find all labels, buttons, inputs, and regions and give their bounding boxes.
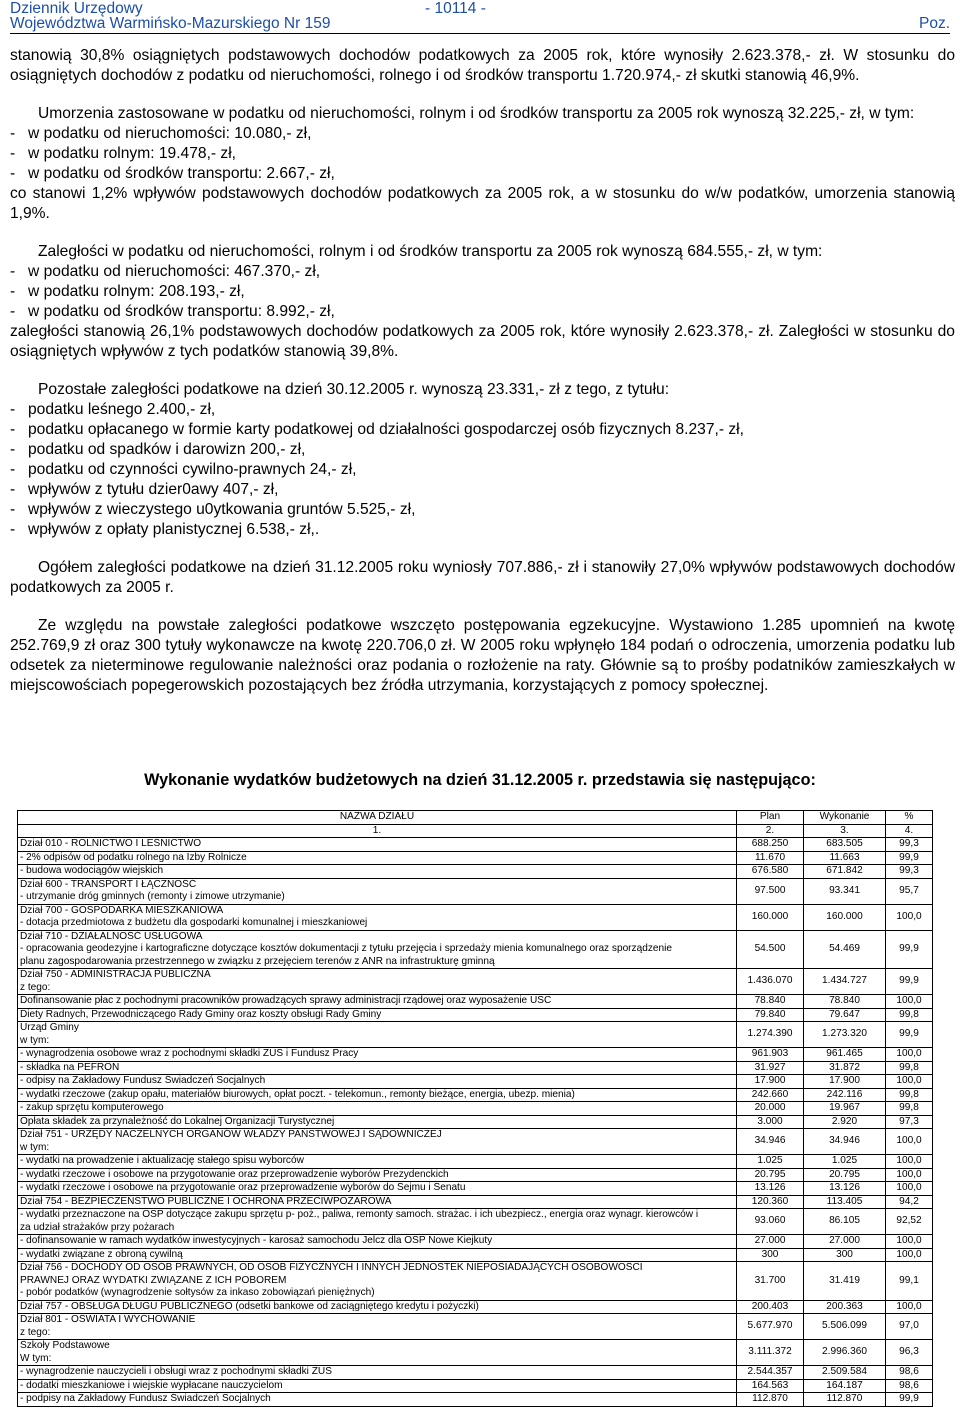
plan-cell: 78.840 [737, 995, 804, 1009]
table-row [18, 1075, 933, 1089]
plan-cell: 1.025 [737, 1155, 804, 1169]
table-row [18, 1129, 933, 1155]
list-item: - podatku od spadków i darowizn 200,- zł, [10, 441, 306, 458]
percent-cell: 97,3 [886, 1115, 933, 1129]
table-row [18, 1061, 933, 1075]
section-name-line: Dział 756 - DOCHODY OD OSÓB PRAWNYCH, OD OSÓB FIZYCZNYCH I INNYCH JEDNOSTEK NIEPOSIADAJĄCYCH OSOBOWOŚCI [20, 1262, 643, 1273]
execution-cell: 242.116 [804, 1088, 886, 1102]
table-row [18, 995, 933, 1009]
section-name-line: - wynagrodzenie nauczycieli i obsługi wraz z pochodnymi składki ZUS [20, 1366, 332, 1377]
section-name-line: za udział strażaków przy pożarach [20, 1221, 175, 1233]
section-name-line: Dział 754 - BEZPIECZEŃSTWO PUBLICZNE I OCHRONA PRZECIWPOŻAROWA [20, 1195, 392, 1207]
execution-cell: 20.795 [804, 1168, 886, 1182]
execution-cell: 683.505 [804, 838, 886, 852]
execution-cell: 671.842 [804, 865, 886, 879]
percent-cell: 99,8 [886, 1088, 933, 1102]
section-name-cell [18, 1209, 737, 1235]
remissions-list [10, 124, 955, 184]
section-name-line: Dofinansowanie płac z pochodnymi pracowników prowadzących sprawy administracji rządowej oraz wyposażenie USC [20, 995, 552, 1006]
percent-cell: 100,0 [886, 1048, 933, 1062]
section-name-cell [18, 1379, 737, 1393]
voivodeship-title: Województwa Warmińsko-Mazurskiego Nr 159 [10, 15, 331, 32]
section-name-line: z tego: [20, 1326, 51, 1338]
plan-cell: 27.000 [737, 1235, 804, 1249]
section-name-cell [18, 1314, 737, 1340]
section-name-cell [18, 904, 737, 930]
section-name-cell [18, 1262, 737, 1301]
section-name-line: W tym: [20, 1352, 52, 1364]
execution-cell: 2.509.584 [804, 1366, 886, 1380]
table-row [18, 1195, 933, 1209]
column-number: 2. [737, 824, 804, 838]
plan-cell: 1.436.070 [737, 969, 804, 995]
table-row [18, 1379, 933, 1393]
table-row [18, 1340, 933, 1366]
paragraph-1: stanowią 30,8% osiągniętych podstawowych dochodów podatkowych za 2005 rok, które wynosiły 2.623.378,- zł. W stosunku do osiągniętych dochodów z podatku od nieruchomości, rolnego i od środków transportu 1.720.974,- zł skutki stanowią 46,9%. [10, 47, 955, 84]
plan-cell: 20.795 [737, 1168, 804, 1182]
section-name-line: Opłata składek za przynależność do Lokalnej Organizacji Turystycznej [20, 1115, 335, 1127]
section-name-line: - pobór podatków (wynagrodzenie sołtysów za inkaso zobowiązań pieniężnych) [20, 1287, 375, 1298]
table-row [18, 1300, 933, 1314]
percent-cell: 100,0 [886, 1168, 933, 1182]
percent-cell: 98,6 [886, 1379, 933, 1393]
percent-cell: 99,9 [886, 1393, 933, 1407]
plan-cell: 200.403 [737, 1300, 804, 1314]
remissions-summary: co stanowi 1,2% wpływów podstawowych dochodów podatkowych za 2005 rok, a w stosunku do w/w podatków, umorzenia stanowią 1,9%. [10, 185, 955, 222]
arrears-summary: zaległości stanowią 26,1% podstawowych dochodów podatkowych za 2005 rok, które wynosiły 2.623.378,- zł. Zaległości w stosunku do osiągniętych wpływów z tych podatków stanowią 39,8%. [10, 323, 955, 360]
list-item: - wpływów z wieczystego u0ytkowania gruntów 5.525,- zł, [10, 501, 416, 518]
total-arrears-paragraph: Ogółem zaległości podatkowe na dzień 31.12.2005 roku wyniosły 707.886,- zł i stanowiły 27,0% wpływów podstawowych dochodów podatkowych za 2005 r. [10, 559, 955, 596]
table-row [18, 851, 933, 865]
section-name-line: - podpisy na Zakładowy Fundusz Świadczeń Socjalnych [20, 1393, 271, 1404]
section-name-cell [18, 1340, 737, 1366]
execution-cell: 112.870 [804, 1393, 886, 1407]
execution-cell: 13.126 [804, 1182, 886, 1196]
plan-cell: 5.677.970 [737, 1314, 804, 1340]
list-item: - w podatku rolnym: 208.193,- zł, [10, 283, 245, 300]
page-header [10, 0, 950, 34]
execution-cell: 2.920 [804, 1115, 886, 1129]
budget-table [17, 810, 933, 1407]
section-name-cell [18, 1235, 737, 1249]
plan-cell: 54.500 [737, 930, 804, 969]
percent-cell: 100,0 [886, 1248, 933, 1262]
arrears-list [10, 262, 955, 322]
section-name-line: Dział 600 - TRANSPORT I ŁĄCZNOŚĆ [20, 878, 197, 890]
percent-cell: 100,0 [886, 904, 933, 930]
section-name-cell [18, 1248, 737, 1262]
arrears-intro: Zaległości w podatku od nieruchomości, rolnym i od środków transportu za 2005 rok wynoszą 684.555,- zł, w tym: [38, 243, 823, 260]
section-name-line: - opracowania geodezyjne i kartograficzne dotyczące kosztów dokumentacji z tytułu przejęcia i sprzedaży mienia komunalnego oraz sporządzenie [20, 943, 672, 954]
table-row [18, 904, 933, 930]
plan-cell: 688.250 [737, 838, 804, 852]
list-item: - w podatku od środków transportu: 8.992,- zł, [10, 303, 335, 320]
table-row [18, 1168, 933, 1182]
other-arrears-intro: Pozostałe zaległości podatkowe na dzień 30.12.2005 r. wynoszą 23.331,- zł z tego, z tytułu: [38, 381, 670, 398]
percent-cell: 97,0 [886, 1314, 933, 1340]
table-row [18, 1314, 933, 1340]
percent-cell: 96,3 [886, 1340, 933, 1366]
plan-cell: 961.903 [737, 1048, 804, 1062]
section-name-cell [18, 1061, 737, 1075]
plan-cell: 242.660 [737, 1088, 804, 1102]
section-name-cell [18, 995, 737, 1009]
section-title: Wykonanie wydatków budżetowych na dzień 31.12.2005 r. przedstawia się następująco: [144, 771, 816, 789]
execution-cell: 78.840 [804, 995, 886, 1009]
section-name-line: Dział 757 - OBSŁUGA DŁUGU PUBLICZNEGO (odsetki bankowe od zaciągniętego kredytu i pożyczki) [20, 1300, 479, 1312]
table-row [18, 838, 933, 852]
section-name-line: - wydatki związane z obroną cywilną [20, 1248, 183, 1260]
plan-cell: 3.000 [737, 1115, 804, 1129]
plan-cell: 13.126 [737, 1182, 804, 1196]
table-row [18, 1102, 933, 1116]
section-name-line: Dział 700 - GOSPODARKA MIESZKANIOWA [20, 904, 224, 916]
execution-cell: 113.405 [804, 1195, 886, 1209]
execution-cell: 19.967 [804, 1102, 886, 1116]
plan-cell: 31.927 [737, 1061, 804, 1075]
table-header-row [18, 811, 933, 825]
plan-cell: 676.580 [737, 865, 804, 879]
section-name-line: - dofinansowanie w ramach wydatków inwestycyjnych - karosaż samochodu Jelcz dla OSP Nowe Kiejkuty [20, 1235, 493, 1246]
percent-cell: 100,0 [886, 1182, 933, 1196]
list-item: - podatku opłacanego w formie karty podatkowej od działalności gospodarczej osób fizycznych 8.237,- zł, [10, 421, 744, 438]
table-row [18, 1366, 933, 1380]
execution-cell: 1.434.727 [804, 969, 886, 995]
list-item: - w podatku od nieruchomości: 467.370,- zł, [10, 263, 321, 280]
section-name-cell [18, 1155, 737, 1169]
table-row [18, 1209, 933, 1235]
section-name-line: - wydatki na prowadzenie i aktualizację stałego spisu wyborców [20, 1155, 304, 1166]
table-row [18, 1022, 933, 1048]
section-name-line: - wynagrodzenia osobowe wraz z pochodnymi składki ZUS i Fundusz Pracy [20, 1048, 359, 1059]
section-name-cell [18, 878, 737, 904]
plan-cell: 97.500 [737, 878, 804, 904]
section-name-cell [18, 1182, 737, 1196]
list-item: - w podatku od środków transportu: 2.667,- zł, [10, 165, 335, 182]
section-name-cell [18, 1022, 737, 1048]
table-row [18, 1235, 933, 1249]
enforcement-paragraph: Ze względu na powstałe zaległości podatkowe wszczęto postępowania egzekucyjne. Wystawiono 1.285 upomnień na kwotę 252.769,9 zł oraz 300 tytuły wykonawcze na kwotę 220.706,0 zł. W 2005 roku wpłynęło 184 podań o odroczenia, umorzenia podatku lub odsetek za nieterminowe regulowanie należności oraz podania o rozłożenie na raty. Głównie są to prośby podatników zamieszkałych w miejscowościach popegerowskich pozostających bez źródła utrzymania, korzystających z pomocy społecznej. [10, 617, 955, 694]
percent-cell: 99,9 [886, 1022, 933, 1048]
section-name-cell [18, 1102, 737, 1116]
section-name-cell [18, 969, 737, 995]
execution-cell: 164.187 [804, 1379, 886, 1393]
plan-cell: 11.670 [737, 851, 804, 865]
table-row [18, 865, 933, 879]
section-name-line: - wydatki przeznaczone na OSP dotyczące zakupu sprzętu p- poż., paliwa, remonty samoch. strażac. i ich ubezpiecz., energia oraz wynagr. kierowców i [20, 1209, 699, 1220]
plan-cell: 20.000 [737, 1102, 804, 1116]
execution-cell: 31.419 [804, 1262, 886, 1301]
percent-cell: 92,52 [886, 1209, 933, 1235]
section-name-cell [18, 1048, 737, 1062]
position-label: Poz. [918, 15, 950, 32]
section-name-cell [18, 838, 737, 852]
percent-cell: 99,3 [886, 865, 933, 879]
list-item: - w podatku rolnym: 19.478,- zł, [10, 145, 237, 162]
section-name-cell [18, 851, 737, 865]
section-name-cell [18, 1129, 737, 1155]
percent-cell: 99,8 [886, 1061, 933, 1075]
execution-cell: 86.105 [804, 1209, 886, 1235]
table-row [18, 1393, 933, 1407]
table-row [18, 1008, 933, 1022]
percent-cell: 99,1 [886, 1262, 933, 1301]
section-name-cell [18, 1008, 737, 1022]
table-row [18, 878, 933, 904]
plan-cell: 93.060 [737, 1209, 804, 1235]
column-header: % [886, 811, 933, 825]
plan-cell: 1.274.390 [737, 1022, 804, 1048]
percent-cell: 100,0 [886, 1129, 933, 1155]
section-name-line: Urząd Gminy [20, 1022, 79, 1033]
section-name-cell [18, 1088, 737, 1102]
percent-cell: 99,9 [886, 969, 933, 995]
plan-cell: 17.900 [737, 1075, 804, 1089]
section-name-line: Dział 750 - ADMINISTRACJA PUBLICZNA [20, 969, 211, 980]
section-name-line: Szkoły Podstawowe [20, 1340, 110, 1351]
section-name-line: Dział 010 - ROLNICTWO I LEŚNICTWO [20, 838, 202, 849]
percent-cell: 99,8 [886, 1102, 933, 1116]
execution-cell: 300 [804, 1248, 886, 1262]
percent-cell: 98,6 [886, 1366, 933, 1380]
remissions-intro: Umorzenia zastosowane w podatku od nieruchomości, rolnym i od środków transportu za 2005 rok wynoszą 32.225,- zł, w tym: [38, 105, 915, 122]
percent-cell: 95,7 [886, 878, 933, 904]
execution-cell: 5.506.099 [804, 1314, 886, 1340]
percent-cell: 94,2 [886, 1195, 933, 1209]
section-name-line: - odpisy na Zakładowy Fundusz Świadczeń Socjalnych [20, 1075, 266, 1086]
plan-cell: 160.000 [737, 904, 804, 930]
section-name-cell [18, 1168, 737, 1182]
section-name-cell [18, 1115, 737, 1129]
table-row [18, 1155, 933, 1169]
plan-cell: 31.700 [737, 1262, 804, 1301]
column-number: 4. [886, 824, 933, 838]
execution-cell: 54.469 [804, 930, 886, 969]
execution-cell: 27.000 [804, 1235, 886, 1249]
plan-cell: 164.563 [737, 1379, 804, 1393]
execution-cell: 17.900 [804, 1075, 886, 1089]
list-item: - podatku od czynności cywilno-prawnych 24,- zł, [10, 461, 357, 478]
section-name-line: w tym: [20, 1034, 50, 1046]
plan-cell: 120.360 [737, 1195, 804, 1209]
percent-cell: 100,0 [886, 1300, 933, 1314]
section-name-line: - wydatki rzeczowe i osobowe na przygotowanie oraz przeprowadzenie wyborów do Sejmu i Senatu [20, 1182, 466, 1193]
section-name-line: - wydatki rzeczowe (zakup opału, materiałów biurowych, opłat poczt. - telekomun., remonty bieżące, energia, ubezp. mienia) [20, 1088, 575, 1100]
section-name-line: - 2% odpisów od podatku rolnego na Izby Rolnicze [20, 851, 247, 863]
page-number: - 10114 - [425, 0, 486, 17]
execution-cell: 1.273.320 [804, 1022, 886, 1048]
section-name-line: - budowa wodociągów wiejskich [20, 865, 164, 876]
section-name-line: - wydatki rzeczowe i osobowe na przygotowanie oraz przeprowadzenie wyborów Prezydenckich [20, 1168, 449, 1180]
execution-cell: 2.996.360 [804, 1340, 886, 1366]
percent-cell: 100,0 [886, 1235, 933, 1249]
plan-cell: 34.946 [737, 1129, 804, 1155]
section-name-line: Diety Radnych, Przewodniczącego Rady Gminy oraz koszty obsługi Rady Gminy [20, 1008, 382, 1020]
execution-cell: 79.647 [804, 1008, 886, 1022]
plan-cell: 3.111.372 [737, 1340, 804, 1366]
table-row [18, 969, 933, 995]
column-header: Wykonanie [804, 811, 886, 825]
other-arrears-list [10, 400, 955, 540]
percent-cell: 99,3 [886, 838, 933, 852]
execution-cell: 1.025 [804, 1155, 886, 1169]
execution-cell: 200.363 [804, 1300, 886, 1314]
column-number: 3. [804, 824, 886, 838]
section-name-cell [18, 1195, 737, 1209]
column-number: 1. [18, 824, 737, 838]
table-row [18, 1248, 933, 1262]
section-name-line: w tym: [20, 1141, 50, 1153]
document-body [10, 46, 955, 696]
section-name-line: Dział 751 - URZĘDY NACZELNYCH ORGANÓW WŁADZY PAŃSTWOWEJ I SĄDOWNICZEJ [20, 1129, 442, 1140]
execution-cell: 31.872 [804, 1061, 886, 1075]
execution-cell: 961.465 [804, 1048, 886, 1062]
percent-cell: 100,0 [886, 1155, 933, 1169]
section-name-line: - dotacja przedmiotowa z budżetu dla gospodarki komunalnej i mieszkaniowej [20, 917, 368, 928]
section-name-line: Dział 801 - OŚWIATA I WYCHOWANIE [20, 1314, 196, 1325]
journal-title: Dziennik Urzędowy [10, 0, 143, 17]
section-name-line: - składka na PEFRON [20, 1061, 120, 1073]
column-header: Plan [737, 811, 804, 825]
list-item: - wpływów z opłaty planistycznej 6.538,- zł,. [10, 521, 320, 538]
section-name-cell [18, 1393, 737, 1407]
table-row [18, 1088, 933, 1102]
column-header: NAZWA DZIAŁU [18, 811, 737, 825]
section-name-line: - dodatki mieszkaniowe i wiejskie wypłacane nauczycielom [20, 1379, 283, 1391]
list-item: - podatku leśnego 2.400,- zł, [10, 401, 216, 418]
percent-cell: 99,9 [886, 851, 933, 865]
plan-cell: 300 [737, 1248, 804, 1262]
percent-cell: 100,0 [886, 995, 933, 1009]
section-name-line: Dział 710 - DZIAŁALNOŚĆ USŁUGOWA [20, 930, 203, 942]
section-name-line: - utrzymanie dróg gminnych (remonty i zimowe utrzymanie) [20, 891, 285, 902]
section-name-cell [18, 930, 737, 969]
percent-cell: 99,9 [886, 930, 933, 969]
table-row [18, 1115, 933, 1129]
table-row [18, 1262, 933, 1301]
percent-cell: 100,0 [886, 1075, 933, 1089]
execution-cell: 11.663 [804, 851, 886, 865]
list-item: - w podatku od nieruchomości: 10.080,- zł, [10, 125, 312, 142]
section-name-cell [18, 1075, 737, 1089]
section-name-cell [18, 865, 737, 879]
percent-cell: 99,8 [886, 1008, 933, 1022]
section-name-line: planu zagospodarowania przestrzennego w związku z przejęciem terenów z ANR na infrastrukturę gminną [20, 955, 495, 967]
section-name-line: PRAWNEJ ORAZ WYDATKI ZWIĄZANE Z ICH POBOREM [20, 1274, 287, 1286]
table-row [18, 1048, 933, 1062]
execution-cell: 34.946 [804, 1129, 886, 1155]
section-name-line: z tego: [20, 981, 51, 993]
execution-cell: 93.341 [804, 878, 886, 904]
table-row [18, 930, 933, 969]
section-name-cell [18, 1366, 737, 1380]
list-item: - wpływów z tytułu dzier0awy 407,- zł, [10, 481, 279, 498]
plan-cell: 79.840 [737, 1008, 804, 1022]
table-row [18, 1182, 933, 1196]
execution-cell: 160.000 [804, 904, 886, 930]
section-name-line: - zakup sprzętu komputerowego [20, 1102, 164, 1113]
plan-cell: 112.870 [737, 1393, 804, 1407]
section-name-cell [18, 1300, 737, 1314]
plan-cell: 2.544.357 [737, 1366, 804, 1380]
column-number-row [18, 824, 933, 838]
